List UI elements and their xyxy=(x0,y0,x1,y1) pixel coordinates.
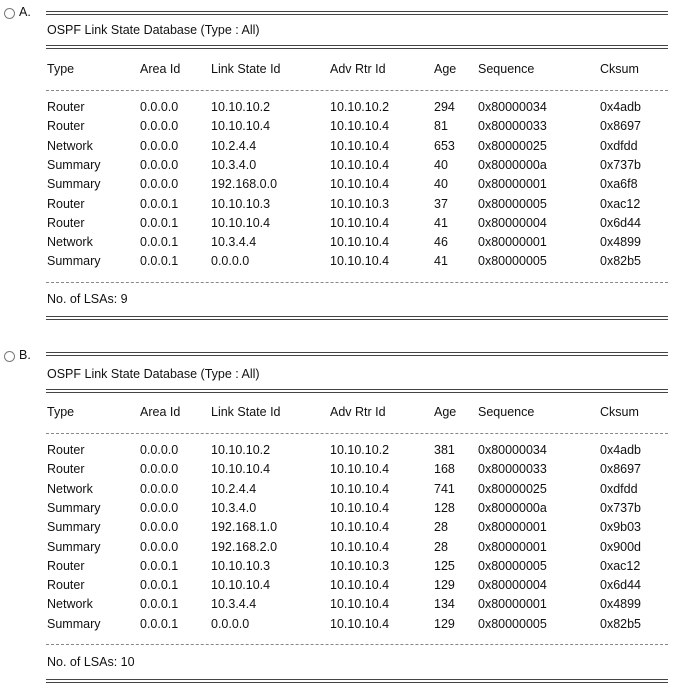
divider xyxy=(46,45,668,46)
cell-link-state-id: 192.168.1.0 xyxy=(211,520,278,535)
cell-type: Summary xyxy=(47,500,101,515)
cell-type: Network xyxy=(47,597,93,612)
cell-cksum: 0x8697 xyxy=(600,462,642,477)
cell-cksum: 0x9b03 xyxy=(600,520,642,535)
cell-type: Router xyxy=(47,443,85,457)
table-row xyxy=(47,158,668,174)
cell-age: 741 xyxy=(434,481,455,496)
cell-age: 81 xyxy=(434,119,448,134)
table-row xyxy=(47,559,668,575)
cell-adv-rtr-id: 10.10.10.4 xyxy=(330,578,390,593)
option-b-radio[interactable] xyxy=(4,351,15,362)
cell-area-id: 0.0.0.0 xyxy=(140,520,179,535)
table-row xyxy=(47,617,668,633)
option-b-label: B. xyxy=(19,348,31,362)
header-sequence: Sequence xyxy=(478,405,535,419)
cell-adv-rtr-id: 10.10.10.4 xyxy=(330,520,390,535)
cell-age: 28 xyxy=(434,520,448,535)
cell-adv-rtr-id: 10.10.10.3 xyxy=(330,196,390,211)
cell-adv-rtr-id: 10.10.10.4 xyxy=(330,157,390,172)
table-row xyxy=(47,443,668,459)
option-a xyxy=(0,0,675,330)
cell-age: 41 xyxy=(434,215,448,230)
cell-age: 40 xyxy=(434,177,448,192)
cell-sequence: 0x80000005 xyxy=(478,616,547,631)
header-adv-rtr-id: Adv Rtr Id xyxy=(330,405,386,419)
cell-type: Router xyxy=(47,215,85,230)
cell-sequence: 0x80000005 xyxy=(478,558,547,573)
cell-type: Summary xyxy=(47,520,101,535)
cell-cksum: 0x900d xyxy=(600,539,642,554)
cell-age: 40 xyxy=(434,157,448,172)
cell-sequence: 0x80000034 xyxy=(478,443,547,457)
cell-adv-rtr-id: 10.10.10.4 xyxy=(330,254,390,269)
cell-link-state-id: 0.0.0.0 xyxy=(211,254,250,269)
cell-cksum: 0x6d44 xyxy=(600,578,642,593)
cell-area-id: 0.0.0.1 xyxy=(140,215,179,230)
cell-sequence: 0x80000001 xyxy=(478,235,547,250)
divider xyxy=(46,433,668,434)
divider xyxy=(46,90,668,91)
cell-cksum: 0x4899 xyxy=(600,235,642,250)
lsa-count: No. of LSAs: 10 xyxy=(47,655,135,669)
cell-age: 28 xyxy=(434,539,448,554)
cell-area-id: 0.0.0.0 xyxy=(140,500,179,515)
cell-link-state-id: 192.168.0.0 xyxy=(211,177,278,192)
cell-link-state-id: 10.10.10.2 xyxy=(211,443,271,457)
cell-cksum: 0xdfdd xyxy=(600,481,638,496)
cell-area-id: 0.0.0.0 xyxy=(140,539,179,554)
table-row xyxy=(47,482,668,498)
divider xyxy=(46,389,668,390)
table-row xyxy=(47,197,668,213)
header-adv-rtr-id: Adv Rtr Id xyxy=(330,62,386,76)
cell-area-id: 0.0.0.0 xyxy=(140,157,179,172)
table-row xyxy=(47,520,668,536)
cell-age: 128 xyxy=(434,500,455,515)
cell-cksum: 0xdfdd xyxy=(600,138,638,153)
cell-adv-rtr-id: 10.10.10.4 xyxy=(330,481,390,496)
cell-adv-rtr-id: 10.10.10.4 xyxy=(330,597,390,612)
cell-area-id: 0.0.0.0 xyxy=(140,177,179,192)
cell-sequence: 0x8000000a xyxy=(478,500,547,515)
cell-area-id: 0.0.0.0 xyxy=(140,462,179,477)
header-area-id: Area Id xyxy=(140,405,181,419)
header-age: Age xyxy=(434,62,457,76)
cell-link-state-id: 10.2.4.4 xyxy=(211,481,257,496)
option-a-output xyxy=(46,0,668,330)
cell-sequence: 0x80000005 xyxy=(478,196,547,211)
option-a-radio[interactable] xyxy=(4,8,15,19)
cell-type: Router xyxy=(47,119,85,134)
cell-cksum: 0x82b5 xyxy=(600,254,642,269)
cell-link-state-id: 10.3.4.0 xyxy=(211,157,257,172)
cell-link-state-id: 10.10.10.3 xyxy=(211,196,271,211)
option-b xyxy=(0,343,675,694)
cell-cksum: 0x82b5 xyxy=(600,616,642,631)
cell-area-id: 0.0.0.1 xyxy=(140,235,179,250)
cell-adv-rtr-id: 10.10.10.4 xyxy=(330,616,390,631)
option-b-output xyxy=(46,343,668,694)
cell-adv-rtr-id: 10.10.10.4 xyxy=(330,539,390,554)
cell-cksum: 0x4adb xyxy=(600,443,642,457)
option-a-label: A. xyxy=(19,5,31,19)
cell-age: 46 xyxy=(434,235,448,250)
cell-area-id: 0.0.0.1 xyxy=(140,558,179,573)
cell-sequence: 0x80000001 xyxy=(478,539,547,554)
table-row xyxy=(47,462,668,478)
cell-area-id: 0.0.0.1 xyxy=(140,578,179,593)
cell-type: Network xyxy=(47,138,93,153)
cell-link-state-id: 10.10.10.3 xyxy=(211,558,271,573)
divider xyxy=(46,644,668,645)
cell-type: Summary xyxy=(47,157,101,172)
table-row xyxy=(47,540,668,556)
cell-adv-rtr-id: 10.10.10.4 xyxy=(330,215,390,230)
cell-sequence: 0x80000025 xyxy=(478,481,547,496)
table-row xyxy=(47,597,668,613)
cell-link-state-id: 10.10.10.4 xyxy=(211,578,271,593)
table-row xyxy=(47,177,668,193)
cell-cksum: 0x737b xyxy=(600,500,642,515)
cell-area-id: 0.0.0.0 xyxy=(140,481,179,496)
cell-sequence: 0x80000033 xyxy=(478,462,547,477)
cell-sequence: 0x80000001 xyxy=(478,520,547,535)
header-cksum: Cksum xyxy=(600,405,639,419)
cell-adv-rtr-id: 10.10.10.3 xyxy=(330,558,390,573)
cell-adv-rtr-id: 10.10.10.2 xyxy=(330,443,390,457)
header-link-state-id: Link State Id xyxy=(211,62,281,76)
cell-age: 129 xyxy=(434,616,455,631)
cell-link-state-id: 0.0.0.0 xyxy=(211,616,250,631)
cell-area-id: 0.0.0.0 xyxy=(140,443,179,457)
table-row xyxy=(47,216,668,232)
cell-adv-rtr-id: 10.10.10.4 xyxy=(330,177,390,192)
cell-link-state-id: 10.10.10.4 xyxy=(211,215,271,230)
cell-link-state-id: 10.10.10.2 xyxy=(211,100,271,114)
cell-type: Summary xyxy=(47,177,101,192)
cell-type: Summary xyxy=(47,539,101,554)
table-row xyxy=(47,235,668,251)
cell-cksum: 0xac12 xyxy=(600,196,641,211)
cell-sequence: 0x80000034 xyxy=(478,100,547,114)
cell-adv-rtr-id: 10.10.10.4 xyxy=(330,138,390,153)
cell-area-id: 0.0.0.1 xyxy=(140,196,179,211)
cell-area-id: 0.0.0.1 xyxy=(140,597,179,612)
cell-type: Router xyxy=(47,196,85,211)
divider xyxy=(46,679,668,680)
cell-type: Router xyxy=(47,100,85,114)
cell-age: 129 xyxy=(434,578,455,593)
header-type: Type xyxy=(47,62,75,76)
table-row xyxy=(47,254,668,270)
header-link-state-id: Link State Id xyxy=(211,405,281,419)
cell-link-state-id: 10.2.4.4 xyxy=(211,138,257,153)
cell-age: 125 xyxy=(434,558,455,573)
table-header xyxy=(47,405,668,421)
table-row xyxy=(47,100,668,116)
table-row xyxy=(47,578,668,594)
header-age: Age xyxy=(434,405,457,419)
cell-type: Router xyxy=(47,558,85,573)
cell-link-state-id: 10.10.10.4 xyxy=(211,119,271,134)
cell-sequence: 0x80000025 xyxy=(478,138,547,153)
cell-adv-rtr-id: 10.10.10.4 xyxy=(330,119,390,134)
cell-type: Router xyxy=(47,462,85,477)
divider xyxy=(46,11,668,12)
cell-adv-rtr-id: 10.10.10.2 xyxy=(330,100,390,114)
cell-type: Network xyxy=(47,481,93,496)
cell-area-id: 0.0.0.1 xyxy=(140,616,179,631)
header-sequence: Sequence xyxy=(478,62,535,76)
cell-adv-rtr-id: 10.10.10.4 xyxy=(330,500,390,515)
cell-sequence: 0x80000004 xyxy=(478,578,547,593)
header-area-id: Area Id xyxy=(140,62,181,76)
table-row xyxy=(47,139,668,155)
cell-cksum: 0xac12 xyxy=(600,558,641,573)
divider xyxy=(46,316,668,317)
cell-age: 653 xyxy=(434,138,455,153)
cell-cksum: 0x6d44 xyxy=(600,215,642,230)
cell-area-id: 0.0.0.1 xyxy=(140,254,179,269)
cell-type: Summary xyxy=(47,254,101,269)
cell-cksum: 0x4899 xyxy=(600,597,642,612)
cell-cksum: 0xa6f8 xyxy=(600,177,638,192)
cell-adv-rtr-id: 10.10.10.4 xyxy=(330,235,390,250)
cell-age: 168 xyxy=(434,462,455,477)
cell-link-state-id: 10.3.4.4 xyxy=(211,235,257,250)
cell-sequence: 0x80000033 xyxy=(478,119,547,134)
output-title: OSPF Link State Database (Type : All) xyxy=(47,23,260,37)
cell-sequence: 0x80000005 xyxy=(478,254,547,269)
cell-age: 134 xyxy=(434,597,455,612)
cell-link-state-id: 10.3.4.0 xyxy=(211,500,257,515)
header-type: Type xyxy=(47,405,75,419)
cell-sequence: 0x80000004 xyxy=(478,215,547,230)
cell-type: Network xyxy=(47,235,93,250)
table-row xyxy=(47,119,668,135)
cell-area-id: 0.0.0.0 xyxy=(140,119,179,134)
cell-cksum: 0x8697 xyxy=(600,119,642,134)
lsa-count: No. of LSAs: 9 xyxy=(47,292,128,306)
cell-type: Summary xyxy=(47,616,101,631)
divider xyxy=(46,282,668,283)
cell-type: Router xyxy=(47,578,85,593)
cell-age: 37 xyxy=(434,196,448,211)
cell-area-id: 0.0.0.0 xyxy=(140,100,179,114)
table-row xyxy=(47,501,668,517)
cell-sequence: 0x80000001 xyxy=(478,177,547,192)
cell-sequence: 0x80000001 xyxy=(478,597,547,612)
cell-age: 294 xyxy=(434,100,455,114)
cell-cksum: 0x737b xyxy=(600,157,642,172)
cell-adv-rtr-id: 10.10.10.4 xyxy=(330,462,390,477)
cell-age: 381 xyxy=(434,443,455,457)
cell-link-state-id: 192.168.2.0 xyxy=(211,539,278,554)
header-cksum: Cksum xyxy=(600,62,639,76)
divider xyxy=(46,352,668,353)
cell-cksum: 0x4adb xyxy=(600,100,642,114)
cell-sequence: 0x8000000a xyxy=(478,157,547,172)
output-title: OSPF Link State Database (Type : All) xyxy=(47,367,260,381)
cell-link-state-id: 10.10.10.4 xyxy=(211,462,271,477)
cell-age: 41 xyxy=(434,254,448,269)
cell-link-state-id: 10.3.4.4 xyxy=(211,597,257,612)
table-header xyxy=(47,62,668,78)
cell-area-id: 0.0.0.0 xyxy=(140,138,179,153)
